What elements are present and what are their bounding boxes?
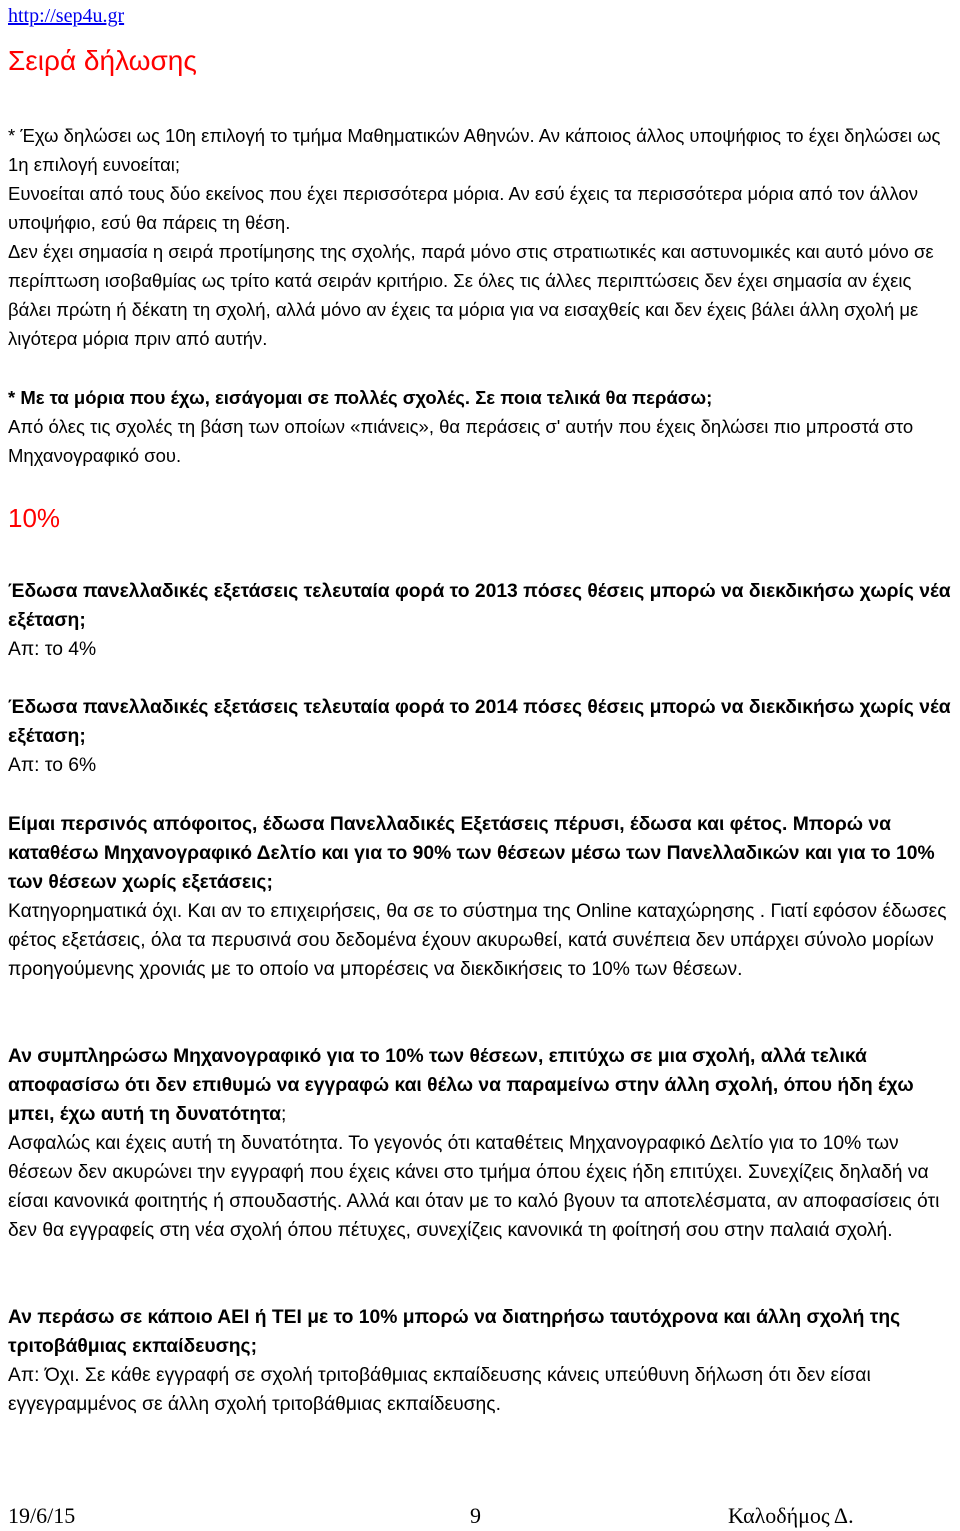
faq-question-6-text: Αν συμπληρώσω Μηχανογραφικό για το 10% των θέσεων, επιτύχω σε μια σχολή, αλλά τελικά αποφασίσω ότι δεν επιθυμώ να εγγραφώ και θέλω να παραμείνω στην άλλη σχολή, όπου ήδη έχω μπει, έχω αυτή τη δυνατότητα (8, 1046, 914, 1125)
faq-question-6 (8, 1042, 952, 1129)
faq-answer-1: Ευνοείται από τους δύο εκείνος που έχει περισσότερα μόρια. Αν εσύ έχεις τα περισσότερα μόρια από τον άλλον υποψήφιο, εσύ θα πάρεις τη θέση. (8, 183, 918, 233)
faq-answer-5: Κατηγορηματικά όχι. Και αν το επιχειρήσεις, θα σε το σύστημα της Online καταχώρησης . Γιατί εφόσον έδωσες φέτος εξετάσεις, όλα τα περυσινά σου δεδομένα έχουν ακυρωθεί, κατά συνέπεια δεν υπάρχει σύνολο μορίων προηγούμενης χρονιάς με το οποίο να μπορέσεις να διεκδικήσεις το 10% των θέσεων. (8, 901, 947, 980)
site-link[interactable]: http://sep4u.gr (8, 5, 125, 27)
faq-question-4: Έδωσα πανελλαδικές εξετάσεις τελευταία φορά το 2014 πόσες θέσεις μπορώ να διεκδικήσω χωρίς νέα εξέταση; (8, 697, 951, 747)
faq-answer-2: Από όλες τις σχολές τη βάση των οποίων «πιάνεις», θα περάσεις σ' αυτήν που έχεις δηλώσει πιο μπροστά στο Μηχανογραφικό σου. (8, 416, 914, 466)
footer-page-number: 9 (470, 1503, 481, 1528)
page-title: Σειρά δήλωσης (8, 45, 197, 76)
faq-question-6-tail: ; (281, 1104, 287, 1125)
faq-question-5: Είμαι περσινός απόφοιτος, έδωσα Πανελλαδικές Εξετάσεις πέρυσι, έδωσα και φέτος. Μπορώ να καταθέσω Μηχανογραφικό Δελτίο και για το 90% των θέσεων μέσω των Πανελλαδικών και για το 10% των θέσεων χωρίς εξετάσεις; (8, 814, 935, 893)
footer-author: Καλοδήμος Δ. (728, 1503, 854, 1528)
faq-answer-3: Απ: το 4% (8, 639, 97, 660)
footer-date: 19/6/15 (8, 1503, 76, 1528)
faq-answer-6: Ασφαλώς και έχεις αυτή τη δυνατότητα. Το γεγονός ότι καταθέτεις Μηχανογραφικό Δελτίο για το 10% των θέσεων δεν ακυρώνει την εγγραφή που έχεις κάνει στο τμήμα όπου έχεις ήδη επιτύχει. Συνεχίζεις δηλαδή να είσαι κανονικά φοιτητής ή σπουδαστής. Αλλά και όταν με το καλό βγουν τα αποτελέσματα, αν αποφασίσεις ότι δεν θα εγγραφείς στη νέα σχολή όπου πέτυχες, συνεχίζεις κανονικά τη φοίτησή σου στην παλαιά σχολή. (8, 1133, 940, 1241)
faq-answer-4: Απ: το 6% (8, 755, 97, 776)
faq-question-1: * Έχω δηλώσει ως 10η επιλογή το τμήμα Μαθηματικών Αθηνών. Αν κάποιος άλλος υποψήφιος το έχει δηλώσει ως 1η επιλογή ευνοείται; (8, 125, 941, 175)
faq-question-7: Αν περάσω σε κάποιο ΑΕΙ ή ΤΕΙ με το 10% μπορώ να διατηρήσω ταυτόχρονα και άλλη σχολή της τριτοβάθμιας εκπαίδευσης; (8, 1307, 901, 1357)
faq-answer-1-detail: Δεν έχει σημασία η σειρά προτίμησης της σχολής, παρά μόνο στις στρατιωτικές και αστυνομικές και αυτό μόνο σε περίπτωση ισοβαθμίας ως τρίτο κατά σειράν κριτήριο. Σε όλες τις άλλες περιπτώσεις δεν έχει σημασία αν έχεις βάλει πρώτη ή δέκατη τη σχολή, αλλά μόνο αν έχεις τα μόρια για να εισαχθείς και δεν έχεις βάλει άλλη σχολή με λιγότερα μόρια πριν από αυτήν. (8, 241, 934, 349)
faq-question-2: * Με τα μόρια που έχω, εισάγομαι σε πολλές σχολές. Σε ποια τελικά θα περάσω; (8, 387, 713, 408)
faq-question-3: Έδωσα πανελλαδικές εξετάσεις τελευταία φορά το 2013 πόσες θέσεις μπορώ να διεκδικήσω χωρίς νέα εξέταση; (8, 581, 951, 631)
section-heading-10-percent: 10% (8, 503, 61, 533)
faq-answer-7: Απ: Όχι. Σε κάθε εγγραφή σε σχολή τριτοβάθμιας εκπαίδευσης κάνεις υπεύθυνη δήλωση ότι δεν είσαι εγγεγραμμένος σε άλλη σχολή τριτοβάθμιας εκπαίδευσης. (8, 1365, 871, 1415)
